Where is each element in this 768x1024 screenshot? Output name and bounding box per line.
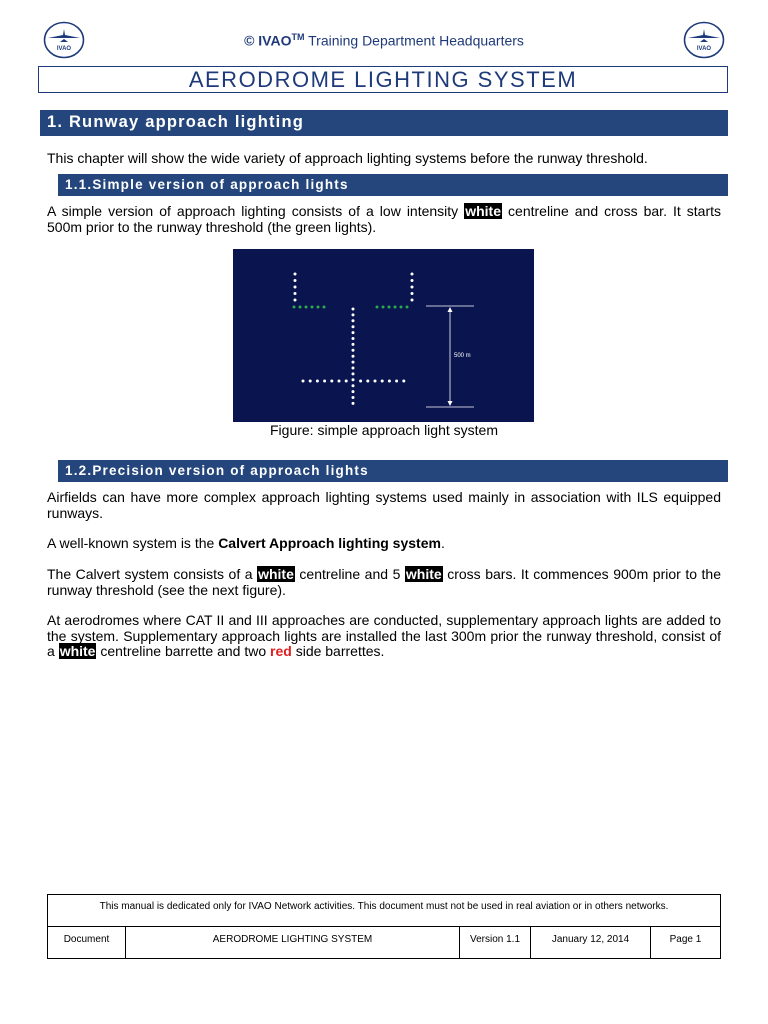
section-1-2-heading: 1.2.Precision version of approach lights — [58, 460, 728, 482]
section-1-1-heading: 1.1.Simple version of approach lights — [58, 174, 728, 196]
white-light — [411, 286, 414, 289]
white-light — [352, 325, 355, 328]
green-light — [376, 306, 379, 309]
section-1-1-paragraph: A simple version of approach lighting consists of a low intensity white centreline and cross bar. It starts 500m prior to the runway threshold (the green lights). — [47, 203, 722, 235]
white-light — [352, 367, 355, 370]
white-light — [411, 273, 414, 276]
white-light — [294, 273, 297, 276]
footer-page-number: Page 1 — [669, 934, 702, 945]
white-light — [302, 380, 305, 383]
white-light — [352, 396, 355, 399]
green-light — [388, 306, 391, 309]
approach-light-figure — [233, 249, 534, 422]
white-light — [352, 355, 355, 358]
white-light — [323, 380, 326, 383]
white-light — [352, 361, 355, 364]
footer-date: January 12, 2014 — [531, 927, 651, 959]
white-light — [352, 313, 355, 316]
footer-document-title: AERODROME LIGHTING SYSTEM — [126, 927, 460, 959]
green-light — [323, 306, 326, 309]
white-light — [352, 337, 355, 340]
green-light — [305, 306, 308, 309]
white-light — [352, 349, 355, 352]
calvert-system-name: Calvert Approach lighting system — [218, 535, 441, 551]
section-1-2-paragraph-1: Airfields can have more complex approach lighting systems used mainly in association with ILS equipped runways. — [47, 489, 721, 521]
brand-name: IVAO — [258, 32, 292, 49]
white-light — [411, 299, 414, 302]
section-1-2-paragraph-4: At aerodromes where CAT II and III approaches are conducted, supplementary approach lights are added to the system. Supplementary approach lights are installed the last 300m prior the runway threshold, consist of a white centreline barrette and two red side barrettes. — [47, 612, 721, 659]
page-header — [0, 32, 768, 49]
svg-text:IVAO: IVAO — [696, 46, 712, 52]
copyright-symbol: © — [244, 32, 255, 49]
white-light — [374, 380, 377, 383]
footer-version: Version 1.1 — [460, 927, 531, 959]
department-name: Training Department Headquarters — [308, 32, 524, 49]
white-light — [381, 380, 384, 383]
section-1-2-paragraph-3: The Calvert system consists of a white centreline and 5 white cross bars. It commences 900m prior to the runway threshold (see the next figure). — [47, 566, 722, 598]
white-highlight: white — [59, 643, 96, 659]
green-light — [400, 306, 403, 309]
red-text: red — [270, 643, 292, 659]
svg-text:IVAO: IVAO — [56, 46, 72, 52]
white-light — [388, 380, 391, 383]
white-light — [359, 380, 362, 383]
green-light — [293, 306, 296, 309]
white-light — [352, 343, 355, 346]
approach-lights — [293, 273, 414, 405]
white-light — [316, 380, 319, 383]
footer-note: This manual is dedicated only for IVAO Network activities. This document must not be used in real aviation or in others networks. — [48, 895, 720, 927]
white-highlight: white — [258, 566, 294, 582]
white-light — [352, 378, 355, 381]
white-light — [352, 384, 355, 387]
white-light — [352, 390, 355, 393]
green-light — [317, 306, 320, 309]
section-1-intro: This chapter will show the wide variety of approach lighting systems before the runway threshold. — [47, 150, 648, 166]
white-light — [352, 402, 355, 405]
arrow-head-up — [448, 307, 453, 312]
white-light — [345, 380, 348, 383]
white-light — [294, 279, 297, 282]
section-1-2-paragraph-2: A well-known system is the Calvert Approach lighting system. — [47, 535, 445, 551]
green-light — [406, 306, 409, 309]
footer-document-label: Document — [48, 927, 126, 959]
white-light — [352, 319, 355, 322]
footer-row — [48, 927, 720, 959]
document-title: AERODROME LIGHTING SYSTEM — [38, 66, 728, 93]
white-light — [352, 308, 355, 311]
arrow-head-down — [448, 401, 453, 406]
white-light — [395, 380, 398, 383]
dimension-label: 500 m — [454, 353, 471, 359]
white-light — [330, 380, 333, 383]
green-light — [382, 306, 385, 309]
white-light — [338, 380, 341, 383]
white-light — [411, 292, 414, 295]
white-highlight: white — [405, 566, 442, 582]
section-1-heading: 1. Runway approach lighting — [40, 110, 728, 136]
page-footer — [47, 894, 721, 959]
white-light — [411, 279, 414, 282]
white-light — [402, 380, 405, 383]
white-light — [366, 380, 369, 383]
white-light — [294, 286, 297, 289]
white-light — [352, 372, 355, 375]
white-highlight: white — [465, 203, 501, 219]
figure-caption: Figure: simple approach light system — [270, 422, 498, 438]
green-light — [394, 306, 397, 309]
white-light — [294, 299, 297, 302]
green-light — [311, 306, 314, 309]
green-light — [299, 306, 302, 309]
white-light — [294, 292, 297, 295]
white-light — [309, 380, 312, 383]
white-light — [352, 331, 355, 334]
trademark: TM — [291, 32, 305, 42]
